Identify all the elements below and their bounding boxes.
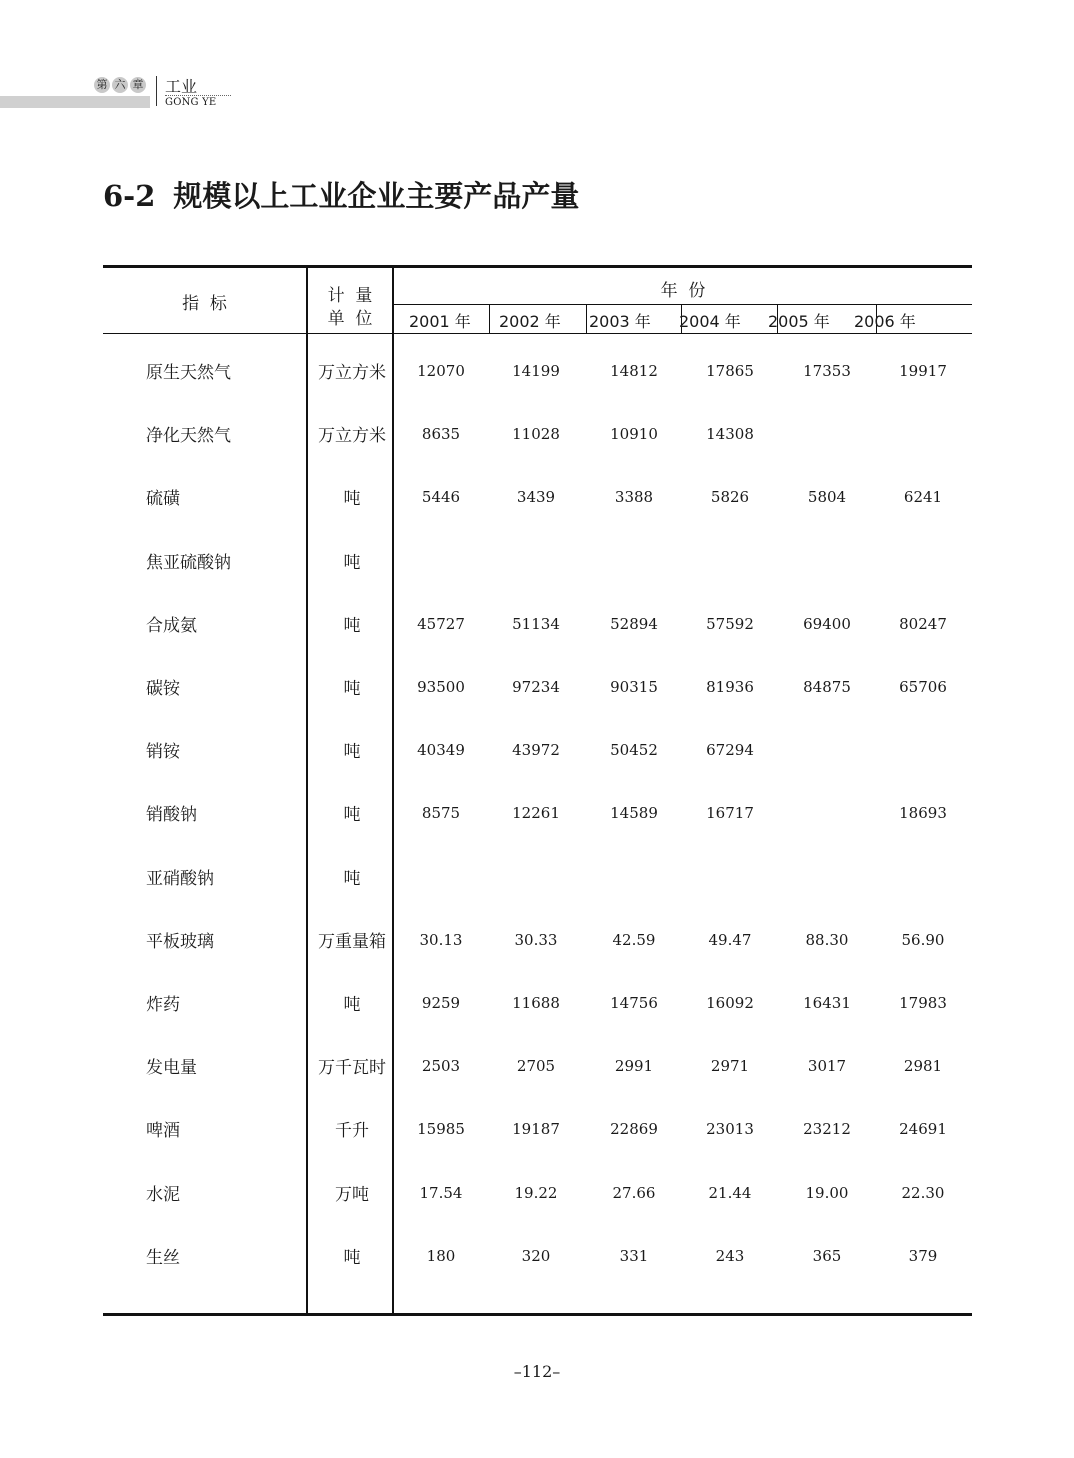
table-row: [103, 416, 972, 456]
chapter-header-bar: [0, 96, 150, 108]
row-value: 23212: [803, 1120, 851, 1138]
row-value: 22869: [610, 1120, 658, 1138]
header-year-group: 年 份: [660, 281, 706, 301]
row-value: 67294: [706, 741, 754, 759]
row-value: 5804: [807, 488, 847, 506]
row-value: 331: [619, 1247, 649, 1265]
chapter-badge-char: 章: [130, 77, 146, 93]
row-value: 17.54: [419, 1184, 463, 1202]
row-indicator: 合成氨: [146, 616, 197, 636]
row-indicator: 碳铵: [146, 679, 180, 699]
row-indicator: 发电量: [146, 1058, 197, 1078]
chapter-subtitle: GONG YE: [165, 97, 217, 108]
table-row: [103, 985, 972, 1025]
row-value: 16431: [803, 994, 851, 1012]
row-unit: 万立方米: [318, 363, 386, 383]
table-row: [103, 1175, 972, 1215]
chapter-divider: [156, 76, 157, 106]
row-indicator: 净化天然气: [146, 426, 231, 446]
row-value: 19.22: [514, 1184, 558, 1202]
row-value: 45727: [417, 615, 465, 633]
row-value: 15985: [417, 1120, 465, 1138]
row-value: 14589: [610, 804, 658, 822]
row-value: 8635: [421, 425, 461, 443]
table-row: [103, 353, 972, 393]
row-value: 93500: [417, 678, 465, 696]
row-value: 6241: [903, 488, 943, 506]
row-value: 2705: [516, 1057, 556, 1075]
row-value: 30.13: [419, 931, 463, 949]
row-indicator: 硫磺: [146, 489, 180, 509]
row-value: 5446: [421, 488, 461, 506]
row-unit: 吨: [343, 553, 361, 573]
row-unit: 万立方米: [318, 426, 386, 446]
row-indicator: 销酸钠: [146, 805, 197, 825]
table-row: [103, 1238, 972, 1278]
table-bottom-rule: [103, 1313, 972, 1316]
row-value: 12261: [512, 804, 560, 822]
chapter-badge-char: 六: [112, 77, 128, 93]
row-value: 57592: [706, 615, 754, 633]
table-row: [103, 1111, 972, 1151]
row-unit: 吨: [343, 489, 361, 509]
row-value: 2981: [903, 1057, 943, 1075]
row-value: 14812: [610, 362, 658, 380]
row-value: 90315: [610, 678, 658, 696]
row-value: 14756: [610, 994, 658, 1012]
row-value: 88.30: [805, 931, 849, 949]
row-unit: 万重量箱: [318, 932, 386, 952]
row-indicator: 啤酒: [146, 1121, 180, 1141]
row-value: 9259: [421, 994, 461, 1012]
row-value: 97234: [512, 678, 560, 696]
header-indicator: 指 标: [182, 294, 227, 314]
row-value: 65706: [899, 678, 947, 696]
row-value: 2503: [421, 1057, 461, 1075]
row-value: 16717: [706, 804, 754, 822]
chapter-dotted-rule: [165, 95, 231, 96]
row-value: 379: [908, 1247, 938, 1265]
table-row: [103, 795, 972, 835]
row-value: 17865: [706, 362, 754, 380]
row-value: 320: [521, 1247, 551, 1265]
row-unit: 吨: [343, 995, 361, 1015]
table-row: [103, 606, 972, 646]
table-number: 6-2: [103, 179, 156, 213]
row-unit: 吨: [343, 616, 361, 636]
row-value: 81936: [706, 678, 754, 696]
row-indicator: 平板玻璃: [146, 932, 214, 952]
row-indicator: 焦亚硫酸钠: [146, 553, 231, 573]
row-indicator: 炸药: [146, 995, 180, 1015]
row-unit: 吨: [343, 742, 361, 762]
row-value: 16092: [706, 994, 754, 1012]
row-value: 3017: [807, 1057, 847, 1075]
row-value: 19187: [512, 1120, 560, 1138]
row-value: 10910: [610, 425, 658, 443]
row-value: 84875: [803, 678, 851, 696]
row-value: 3388: [614, 488, 654, 506]
production-table: [103, 265, 972, 1316]
row-value: 19917: [899, 362, 947, 380]
row-value: 21.44: [708, 1184, 752, 1202]
year-group-rule: [393, 304, 972, 305]
row-value: 42.59: [612, 931, 656, 949]
row-value: 51134: [512, 615, 560, 633]
table-row: [103, 479, 972, 519]
table-top-rule: [103, 265, 972, 268]
year-header: 2002 年: [499, 312, 561, 331]
row-value: 14199: [512, 362, 560, 380]
row-unit: 万千瓦时: [318, 1058, 386, 1078]
row-value: 43972: [512, 741, 560, 759]
row-indicator: 生丝: [146, 1248, 180, 1268]
row-value: 49.47: [708, 931, 752, 949]
row-unit: 千升: [335, 1121, 369, 1141]
row-value: 8575: [421, 804, 461, 822]
row-value: 14308: [706, 425, 754, 443]
row-value: 22.30: [901, 1184, 945, 1202]
row-value: 18693: [899, 804, 947, 822]
row-unit: 吨: [343, 805, 361, 825]
row-value: 12070: [417, 362, 465, 380]
row-value: 19.00: [805, 1184, 849, 1202]
row-value: 11688: [512, 994, 560, 1012]
row-unit: 吨: [343, 869, 361, 889]
row-value: 17983: [899, 994, 947, 1012]
chapter-badge-char: 第: [94, 77, 110, 93]
year-header: 2005 年: [768, 312, 830, 331]
row-value: 56.90: [901, 931, 945, 949]
page-title: [103, 174, 579, 215]
row-value: 3439: [516, 488, 556, 506]
row-value: 80247: [899, 615, 947, 633]
year-header: 2004 年: [679, 312, 741, 331]
row-indicator: 原生天然气: [146, 363, 231, 383]
table-row: [103, 922, 972, 962]
row-indicator: 亚硝酸钠: [146, 869, 214, 889]
row-value: 11028: [512, 425, 560, 443]
row-value: 40349: [417, 741, 465, 759]
table-row: [103, 1048, 972, 1088]
row-value: 5826: [710, 488, 750, 506]
row-value: 243: [715, 1247, 745, 1265]
row-value: 365: [812, 1247, 842, 1265]
year-header: 2001 年: [409, 312, 471, 331]
row-unit: 吨: [343, 1248, 361, 1268]
row-indicator: 销铵: [146, 742, 180, 762]
row-value: 2971: [710, 1057, 750, 1075]
chapter-title: 工业: [165, 77, 198, 96]
table-row: [103, 669, 972, 709]
chapter-badge: [94, 77, 146, 93]
table-title-text: 规模以上工业企业主要产品产量: [173, 179, 580, 213]
row-value: 27.66: [612, 1184, 656, 1202]
table-row: [103, 543, 972, 583]
row-value: 30.33: [514, 931, 558, 949]
page-number: –112–: [513, 1362, 561, 1381]
row-unit: 吨: [343, 679, 361, 699]
row-value: 69400: [803, 615, 851, 633]
row-indicator: 水泥: [146, 1185, 180, 1205]
row-value: 50452: [610, 741, 658, 759]
row-unit: 万吨: [335, 1185, 369, 1205]
year-divider: [489, 305, 490, 334]
row-value: 17353: [803, 362, 851, 380]
header-unit-line2: 单 位: [327, 309, 373, 329]
year-header: 2003 年: [589, 312, 651, 331]
header-unit-line1: 计 量: [327, 286, 373, 306]
table-row: [103, 732, 972, 772]
row-value: 180: [426, 1247, 456, 1265]
table-row: [103, 859, 972, 899]
row-value: 2991: [614, 1057, 654, 1075]
row-value: 24691: [899, 1120, 947, 1138]
row-value: 23013: [706, 1120, 754, 1138]
year-header: 2006 年: [854, 312, 916, 331]
year-divider: [586, 305, 587, 334]
row-value: 52894: [610, 615, 658, 633]
